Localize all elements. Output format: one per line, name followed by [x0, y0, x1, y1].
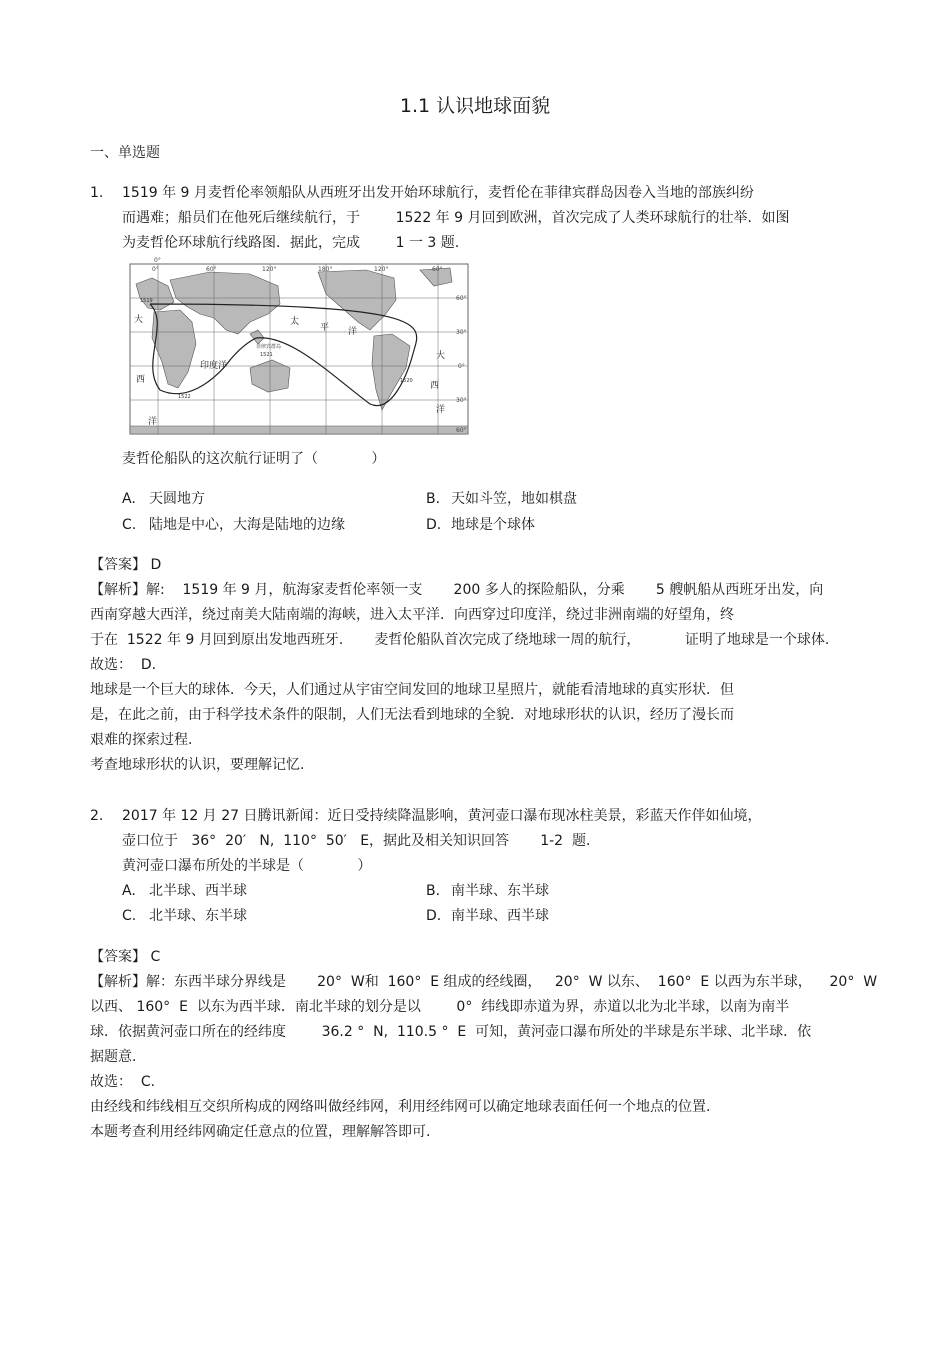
q1-prompt: 麦哲伦船队的这次航行证明了（ ） — [122, 451, 386, 467]
lon-tick: 120° — [262, 266, 277, 273]
q1-option-text: 地球是个球体 — [451, 517, 535, 533]
q2-stem-line: 黄河壶口瀑布所处的半球是（ ） — [122, 858, 372, 874]
lat-tick: 60° — [456, 295, 467, 302]
map-label: 平 — [320, 323, 330, 333]
q1-option-text: 天如斗笠，地如棋盘 — [451, 491, 577, 507]
map-label: 太 — [290, 317, 300, 327]
map-label: 1521 — [260, 352, 273, 358]
lat-tick: 0° — [458, 363, 465, 370]
lon-tick: 60° — [206, 266, 217, 273]
q1-option-label: D. — [426, 517, 442, 533]
map-label: 洋 — [148, 417, 158, 427]
q1-answer: 【答案】 D — [90, 557, 162, 573]
q2-analysis-line: 球．依据黄河壶口所在的经纬度 36.2 ° N, 110.5 ° E 可知，黄河壶口瀑布所处的半球是东半球、北半球．依 — [90, 1024, 812, 1040]
map-label: 西 — [430, 381, 440, 391]
q1-analysis-line: 考查地球形状的认识，要理解记忆. — [90, 757, 305, 773]
q2-option-text: 南半球、东半球 — [451, 883, 549, 899]
q1-stem-line: 为麦哲伦环球航行线路图．据此，完成 1 一 3 题. — [122, 235, 460, 251]
q2-analysis-line: 本题考查利用经纬网确定任意点的位置，理解解答即可. — [90, 1124, 431, 1140]
q2-number: 2. — [90, 808, 104, 824]
q1-option-label: C. — [122, 517, 137, 533]
q1-analysis-line: 于在 1522 年 9 月回到原出发地西班牙. 麦哲伦船队首次完成了绕地球一周的航行， 证明了地球是一个球体. — [90, 632, 830, 648]
lat-tick: 30° — [456, 397, 467, 404]
q2-option-label: B. — [426, 883, 441, 899]
q2-stem-line: 2017 年 12 月 27 日腾讯新闻：近日受持续降温影响，黄河壶口瀑布现冰柱美景，彩蓝天作伴如仙境， — [122, 808, 762, 824]
q2-analysis-line: 故选： C. — [90, 1074, 156, 1090]
q2-analysis-line: 由经线和纬线相互交织所构成的网络叫做经纬网，利用经纬网可以确定地球表面任何一个地点的位置. — [90, 1099, 711, 1115]
q1-stem-line: 而遇难；船员们在他死后继续航行，于 1522 年 9 月回到欧洲，首次完成了人类环球航行的壮举．如图 — [122, 210, 790, 226]
lat-tick: 60° — [456, 427, 467, 434]
q1-analysis-line: 艰难的探索过程. — [90, 732, 193, 748]
q2-analysis-line: 据题意. — [90, 1049, 137, 1065]
map-label: 大 — [436, 351, 446, 361]
map-label: 西 — [136, 375, 146, 385]
q1-option-label: A. — [122, 491, 136, 507]
q2-option-text: 南半球、西半球 — [451, 908, 549, 924]
q2-analysis-line: 以西、 160° E 以东为西半球．南北半球的划分是以 0° 纬线即赤道为界，赤道以北为北半球，以南为南半 — [90, 999, 790, 1015]
q1-option-text: 天圆地方 — [149, 491, 205, 507]
q2-answer: 【答案】 C — [90, 949, 161, 965]
q1-analysis-line: 故选： D. — [90, 657, 157, 673]
page-title: 1.1 认识地球面貌 — [399, 95, 551, 117]
lon-tick: 60° — [432, 266, 443, 273]
q1-option-text: 陆地是中心，大海是陆地的边缘 — [149, 517, 345, 533]
magellan-route-map — [130, 257, 468, 434]
map-label: 大 — [134, 315, 144, 325]
q2-stem-line: 壶口位于 36° 20′ N, 110° 50′ E，据此及相关知识回答 1-2 题. — [122, 833, 591, 849]
map-label: 1519 — [140, 298, 153, 304]
q1-option-label: B. — [426, 491, 441, 507]
map-label: 1520 — [400, 378, 413, 384]
q1-analysis-line: 是，在此之前，由于科学技术条件的限制，人们无法看到地球的全貌．对地球形状的认识，经历了漫长而 — [90, 707, 734, 723]
q1-stem-line: 1519 年 9 月麦哲伦率领船队从西班牙出发开始环球航行，麦哲伦在菲律宾群岛因卷入当地的部族纠纷 — [122, 185, 754, 201]
lon-tick: 180° — [318, 266, 333, 273]
lon-tick: 0° — [152, 266, 159, 273]
q2-analysis-line: 【解析】解：东西半球分界线是 20° W和 160° E 组成的经线圈， 20° W 以东、 160° E 以西为东半球， 20° W — [90, 974, 878, 990]
map-label: 洋 — [436, 405, 446, 415]
q1-analysis-line: 西南穿越大西洋，绕过南美大陆南端的海峡，进入太平洋．向西穿过印度洋，绕过非洲南端的好望角，终 — [90, 607, 734, 623]
q2-option-label: C. — [122, 908, 137, 924]
antarctica-land — [130, 426, 468, 434]
route-map-svg — [130, 257, 468, 434]
q2-option-label: D. — [426, 908, 442, 924]
lon-tick: 0° — [154, 257, 161, 264]
q2-option-text: 北半球、东半球 — [149, 908, 247, 924]
q1-analysis-line: 【解析】解: 1519 年 9 月，航海家麦哲伦率领一支 200 多人的探险船队，分乘 5 艘帆船从西班牙出发，向 — [90, 582, 824, 598]
lon-tick: 120° — [374, 266, 389, 273]
q2-option-text: 北半球、西半球 — [149, 883, 247, 899]
section-heading: 一、单选题 — [90, 145, 160, 161]
map-label: 洋 — [348, 327, 358, 337]
map-label: 菲律宾群岛 — [256, 344, 282, 350]
map-label: 1522 — [178, 394, 191, 400]
q1-number: 1. — [90, 185, 104, 201]
lat-tick: 30° — [456, 329, 467, 336]
q2-option-label: A. — [122, 883, 136, 899]
map-label: 印度洋 — [200, 361, 228, 371]
q1-analysis-line: 地球是一个巨大的球体．今天，人们通过从宇宙空间发回的地球卫星照片，就能看清地球的真实形状．但 — [90, 682, 734, 698]
